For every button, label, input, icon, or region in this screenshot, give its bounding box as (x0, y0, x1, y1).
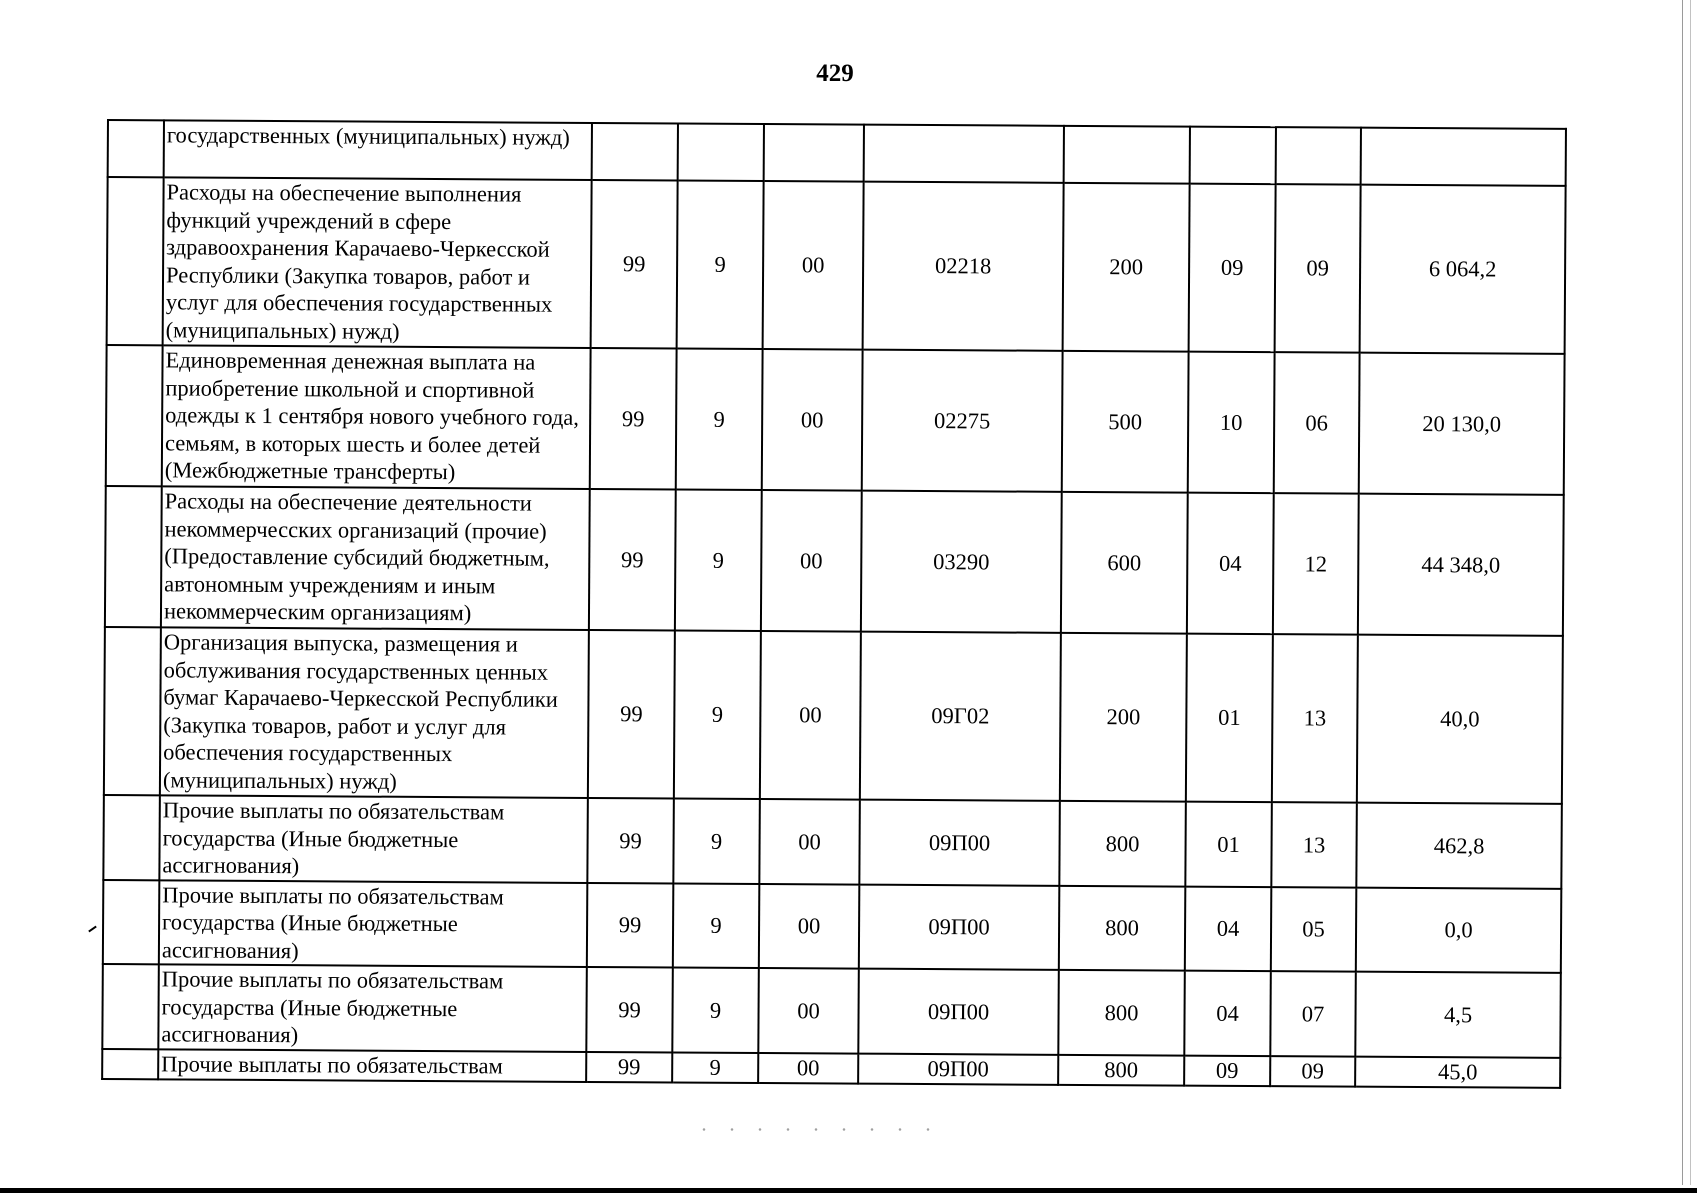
expense-type-cell: 200 (1060, 633, 1187, 802)
expense-type-cell: 800 (1058, 1054, 1184, 1085)
table-row (103, 879, 1561, 972)
amount-cell (1361, 128, 1566, 186)
expense-type-cell: 800 (1059, 801, 1186, 886)
subsection-cell: 06 (1274, 352, 1360, 494)
code-cell: 02275 (862, 350, 1063, 492)
description-cell: Прочие выплаты по обязательствам государства (Иные бюджетные ассигнования) (159, 795, 588, 882)
code-cell: 03290 (861, 491, 1062, 633)
description-cell: Единовременная денежная выплата на приобретение школьной и спортивной одежды к 1 сентября нового учебного года, семьям, в которых шесть и более детей (Межбюджетные трансферты) (162, 345, 591, 489)
description-cell: Прочие выплаты по обязательствам (158, 1049, 586, 1082)
code-cell: 09П00 (858, 1053, 1058, 1084)
subsection-cell (1276, 127, 1361, 185)
code-cell: 99 (586, 1051, 672, 1082)
scan-edge-line (1682, 0, 1683, 1185)
table-row (102, 964, 1560, 1057)
subsection-cell: 05 (1271, 887, 1357, 972)
table-row (105, 486, 1564, 636)
code-cell: 09П00 (859, 884, 1060, 970)
subsection-cell: 12 (1273, 493, 1359, 635)
scan-dots (690, 1128, 940, 1131)
table-row (107, 177, 1566, 354)
code-cell: 99 (587, 882, 674, 967)
code-cell: 09П00 (859, 800, 1060, 886)
code-cell: 02218 (863, 182, 1064, 351)
pen-tick-mark (88, 926, 97, 933)
row-number-cell (104, 627, 161, 795)
code-cell: 9 (673, 798, 760, 883)
amount-cell: 6 064,2 (1360, 185, 1566, 354)
code-cell: 99 (591, 180, 678, 349)
subsection-cell: 07 (1270, 971, 1356, 1056)
code-cell: 99 (586, 967, 673, 1052)
table-row (103, 795, 1561, 888)
code-cell: 09Г02 (860, 632, 1061, 801)
row-number-cell (105, 486, 162, 627)
expense-type-cell: 500 (1062, 351, 1189, 493)
row-number-cell (106, 345, 163, 486)
expense-type-cell: 800 (1058, 970, 1185, 1055)
code-cell: 9 (675, 489, 762, 631)
code-cell (592, 123, 678, 181)
amount-cell: 0,0 (1356, 887, 1562, 973)
amount-cell: 4,5 (1355, 972, 1561, 1058)
section-cell: 01 (1186, 634, 1273, 803)
budget-table (101, 119, 1567, 1088)
code-cell: 00 (759, 883, 860, 968)
description-cell: Прочие выплаты по обязательствам государства (Иные бюджетные ассигнования) (159, 880, 588, 967)
code-cell: 9 (677, 180, 764, 349)
page-number: 429 (816, 60, 854, 87)
section-cell: 04 (1185, 886, 1272, 971)
table-row (106, 345, 1565, 495)
code-cell: 99 (590, 348, 677, 490)
amount-cell: 44 348,0 (1358, 494, 1564, 636)
code-cell (678, 123, 764, 181)
section-cell: 09 (1184, 1055, 1270, 1086)
expense-type-cell: 600 (1061, 492, 1188, 634)
table-row (108, 120, 1566, 186)
code-cell: 00 (758, 968, 859, 1053)
subsection-cell: 13 (1271, 802, 1357, 887)
subsection-cell: 13 (1272, 634, 1358, 803)
expense-type-cell (1064, 126, 1190, 184)
code-cell: 00 (763, 181, 864, 350)
code-cell: 00 (761, 490, 862, 632)
row-number-cell (102, 1048, 158, 1078)
amount-cell: 20 130,0 (1359, 353, 1565, 495)
code-cell: 9 (672, 1052, 758, 1083)
section-cell: 04 (1187, 493, 1274, 635)
description-cell: Расходы на обеспечение выполнения функций учреждений в сфере здравоохранения Карачаево-Черкесской Республики (Закупка товаров, работ и услуг для обеспечения государственных (муниципальных) нужд) (163, 177, 592, 348)
code-cell: 9 (673, 883, 760, 968)
code-cell: 99 (589, 489, 676, 631)
amount-cell: 40,0 (1357, 635, 1563, 804)
section-cell: 01 (1185, 802, 1272, 887)
row-number-cell (102, 964, 159, 1049)
code-cell: 9 (672, 967, 759, 1052)
row-number-cell (103, 795, 160, 880)
row-number-cell (103, 879, 160, 964)
amount-cell: 462,8 (1356, 803, 1562, 889)
code-cell: 99 (587, 798, 674, 883)
code-cell: 99 (588, 630, 675, 799)
code-cell: 00 (758, 1052, 858, 1083)
description-cell: государственных (муниципальных) нужд) (164, 120, 592, 180)
expense-type-cell: 200 (1063, 183, 1190, 352)
row-number-cell (108, 120, 164, 177)
description-cell: Прочие выплаты по обязательствам государства (Иные бюджетные ассигнования) (158, 964, 587, 1051)
code-cell (764, 124, 864, 182)
row-number-cell (107, 177, 164, 345)
description-cell: Организация выпуска, размещения и обслуживания государственных ценных бумаг Карачаево-Черкесской Республики (Закупка товаров, работ и услуг для обеспечения государственных (муниципальных) нужд) (160, 627, 589, 798)
bottom-scan-border (0, 1188, 1697, 1193)
subsection-cell: 09 (1275, 184, 1361, 353)
scan-edge-line (1690, 0, 1691, 1185)
description-cell: Расходы на обеспечение деятельности некоммерчесских организаций (прочие) (Предоставление субсидий бюджетным, автономным учреждениям и иным некоммерческим организациям) (161, 486, 590, 630)
expense-type-cell: 800 (1059, 885, 1186, 970)
section-cell: 09 (1189, 184, 1276, 353)
table-row (104, 627, 1563, 804)
code-cell: 9 (676, 348, 763, 490)
section-cell: 04 (1184, 971, 1271, 1056)
subsection-cell: 09 (1270, 1056, 1355, 1087)
section-cell: 10 (1188, 352, 1275, 494)
amount-cell: 45,0 (1355, 1056, 1560, 1087)
code-cell: 00 (760, 631, 861, 800)
code-cell: 9 (674, 630, 761, 799)
code-cell (864, 125, 1064, 183)
code-cell: 09П00 (858, 969, 1059, 1055)
section-cell (1190, 127, 1276, 185)
code-cell: 00 (759, 799, 860, 884)
code-cell: 00 (762, 349, 863, 491)
